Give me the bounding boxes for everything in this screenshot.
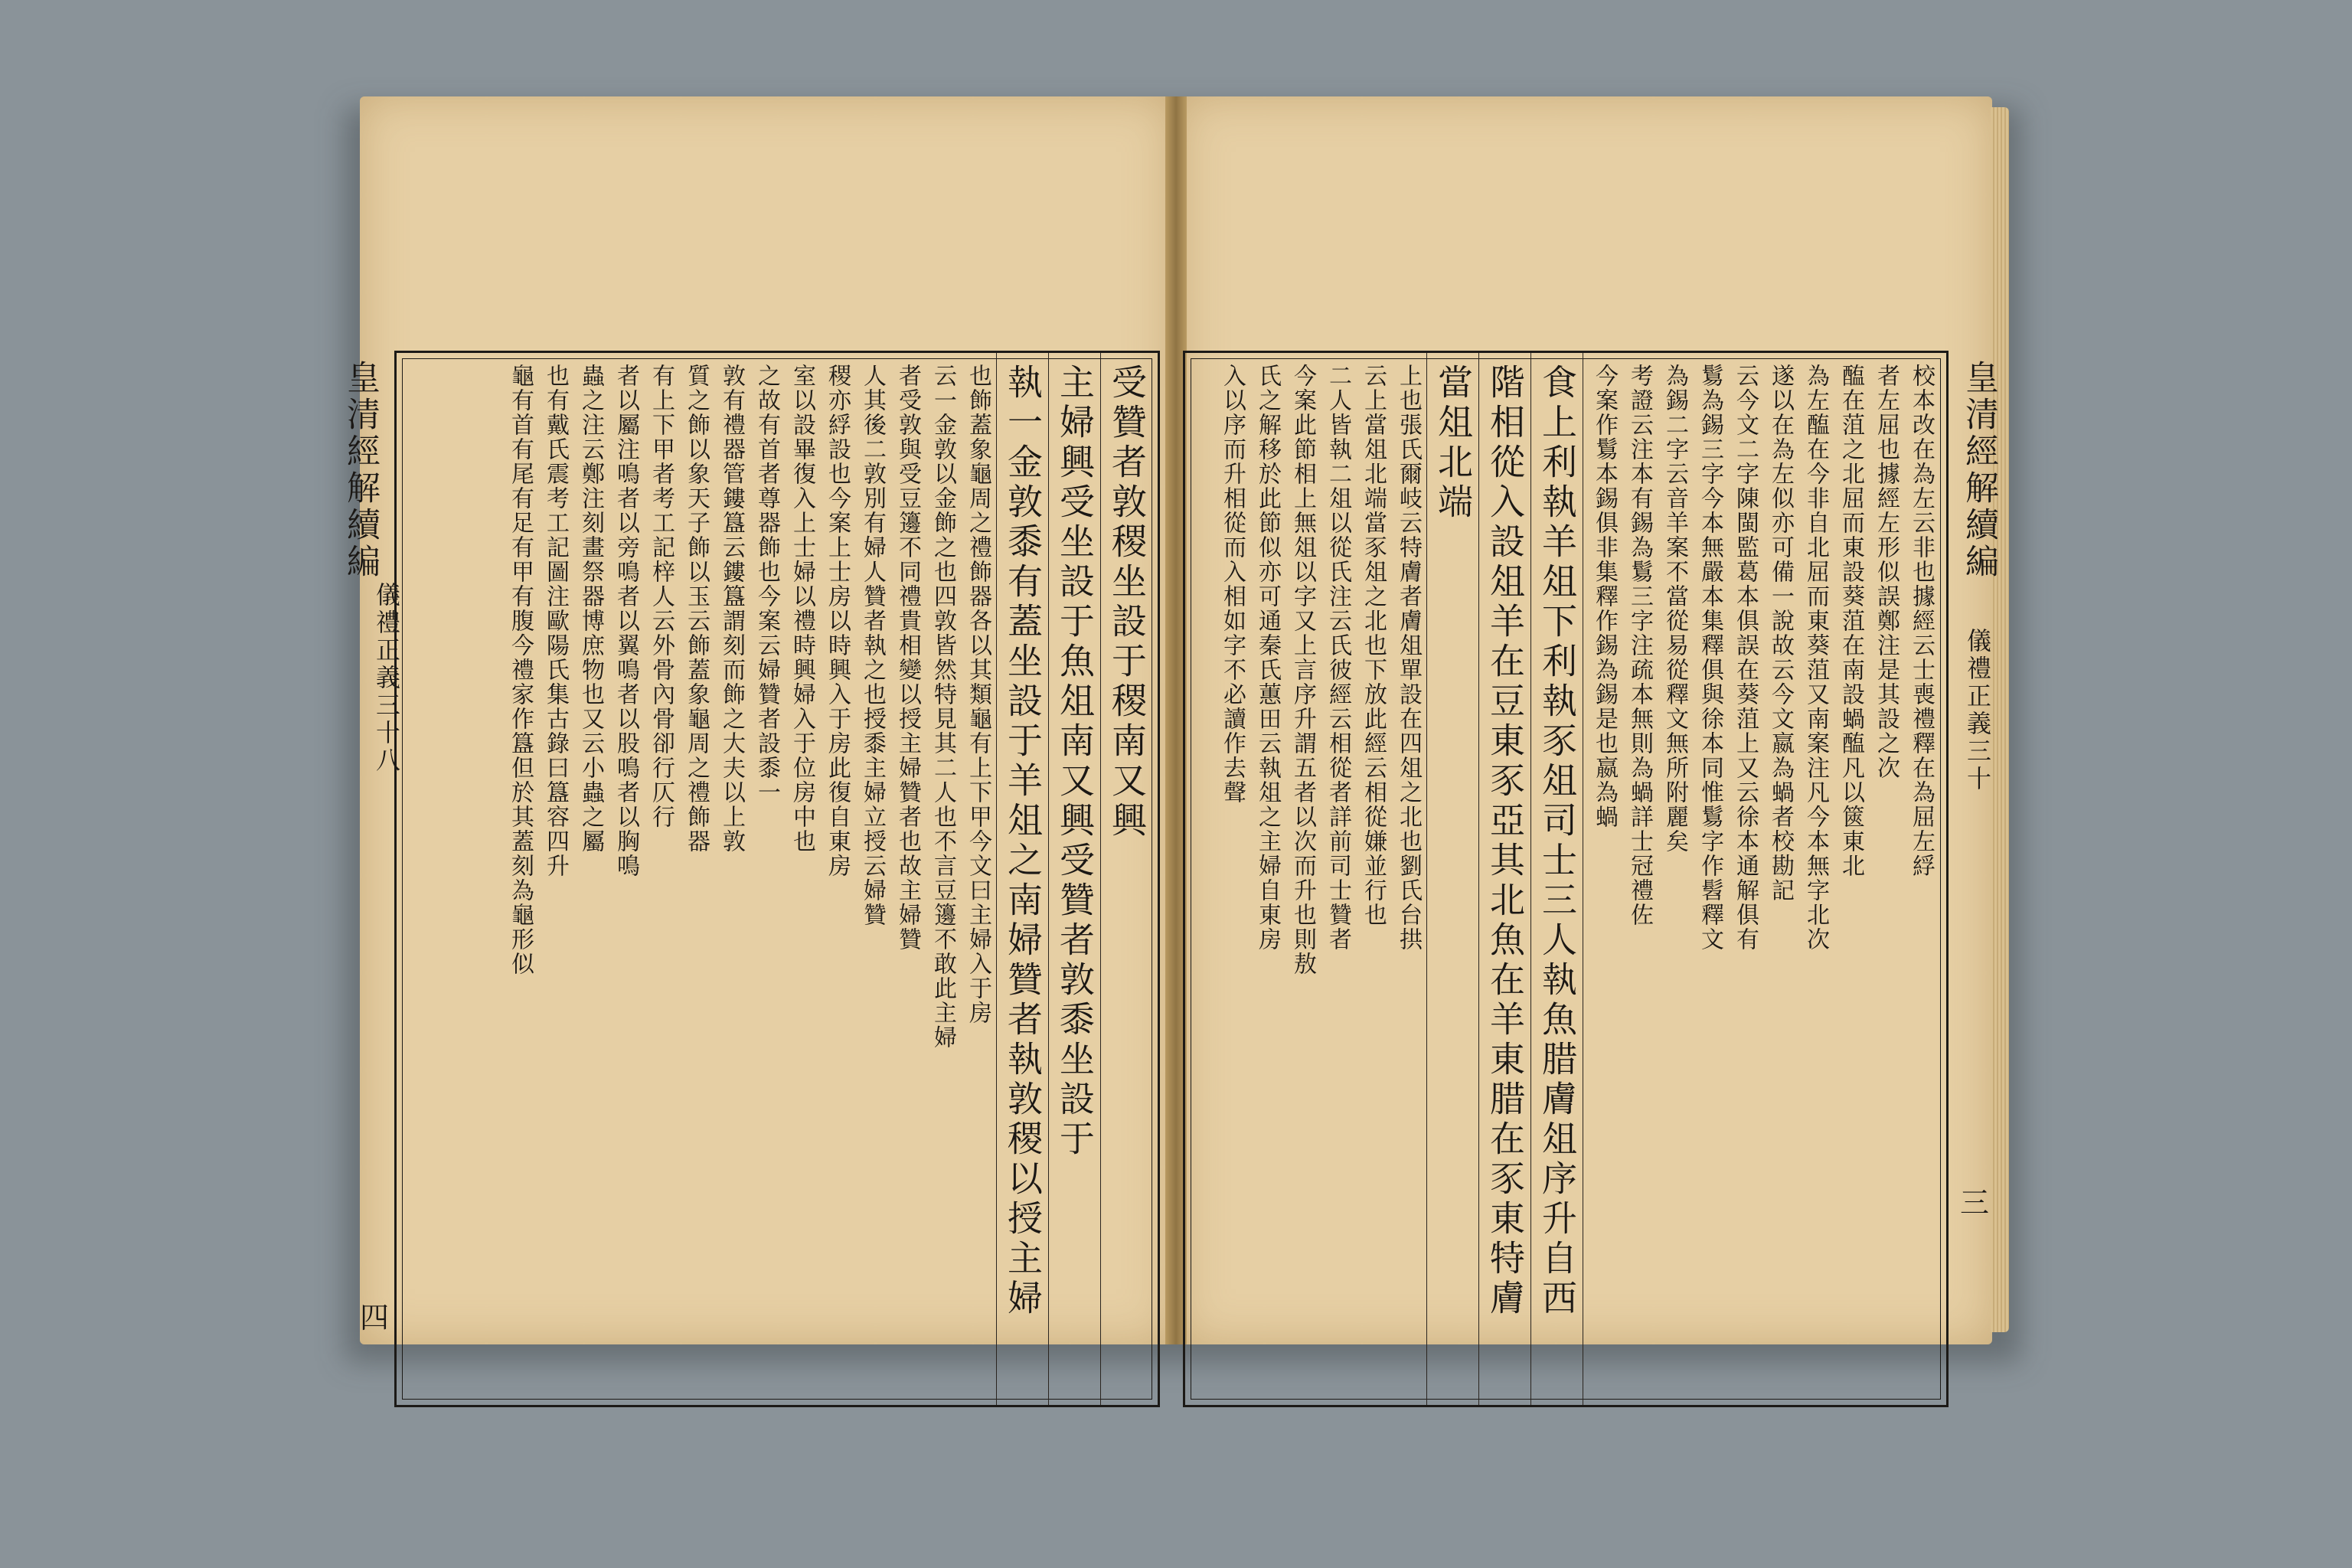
commentary-column: 氏之解移於此節似亦可通秦氏蕙田云執俎之主婦自東房 [1254, 364, 1281, 952]
commentary-column: 鬄為錫三字今本無嚴本集釋俱與徐本同惟鬄字作髫釋文 [1697, 364, 1723, 952]
commentary-column: 今案此節相上無俎以字又上言序升謂五者以次而升也則敖 [1289, 364, 1316, 976]
left-folio: 四 [360, 1301, 390, 1334]
commentary-column: 有上下甲者考工記梓人云外骨內骨卻行仄行 [648, 364, 675, 829]
commentary-column: 云上當俎北端當豕俎之北也下放此經云相從嫌並行也 [1360, 364, 1387, 927]
commentary-column: 上也張氏爾岐云特膚者膚俎單設在四俎之北也劉氏台拱 [1395, 364, 1422, 952]
commentary-column: 為左醢在今非自北屈而東葵菹又南案注凡今本無字北次 [1802, 364, 1829, 952]
commentary-column: 之故有首者尊器飾也今案云婦贊者設黍一 [753, 364, 780, 805]
commentary-column: 二人皆執二俎以從氏注云氏彼經云相從者詳前司士贊者 [1325, 364, 1351, 952]
commentary-column: 醢在菹之北屈而東設葵菹在南設蝸醢凡以篋東北 [1838, 364, 1864, 878]
commentary-column: 者左屈也據經左形似誤鄭注是其設之次 [1873, 364, 1900, 780]
text-column: 食上利執羊俎下利執豕俎司士三人執魚腊膚俎序升自西 [1537, 364, 1578, 1319]
left-margin-series-title: 皇清經解續編 [341, 360, 380, 580]
commentary-column: 人其後二敦別有婦人贊者執之也授黍主婦立授云婦贊 [859, 364, 886, 927]
commentary-column: 敦有禮器管鏤簋云鏤簋謂刻而飾之大夫以上敦 [718, 364, 745, 854]
commentary-column: 者受敦與受豆籩不同禮貴相變以授主婦贊者也故主婦贊 [894, 364, 921, 952]
commentary-column: 云今文二字陳閩監葛本俱誤在葵菹上又云徐本通解俱有 [1732, 364, 1759, 952]
right-text-frame [1183, 351, 1949, 1407]
commentary-column: 為錫二字云音羊案不當從易從釋文無所附麗矣 [1661, 364, 1688, 854]
commentary-column: 遂以在為左似亦可備一說故云今文嬴為蝸者校勘記 [1767, 364, 1794, 903]
text-column: 當俎北端 [1432, 364, 1474, 523]
commentary-column: 考證云注本有錫為鬄三字注疏本無則為蝸詳士冠禮佐 [1626, 364, 1653, 927]
left-text-frame [394, 351, 1160, 1407]
right-margin-section-title: 儀禮正義三十 [1963, 628, 1992, 793]
text-column: 受贊者敦稷坐設于稷南又興 [1106, 364, 1148, 841]
commentary-column: 室以設畢復入上士婦以禮時興婦入于位房中也 [789, 364, 815, 854]
commentary-column: 龜有首有尾有足有甲有腹今禮家作簋但於其蓋刻為龜形似 [507, 364, 534, 976]
text-column: 階相從入設俎羊在豆東豕亞其北魚在羊東腊在豕東特膚 [1485, 364, 1526, 1319]
commentary-column: 校本改在為左云非也據經云士喪禮釋在為屈左綒 [1908, 364, 1935, 878]
text-column: 主婦興受坐設于魚俎南又興受贊者敦黍坐設于 [1054, 364, 1096, 1160]
commentary-column: 也有戴氏震考工記圖注歐陽氏集古錄曰簋容四升 [542, 364, 569, 878]
text-column: 執一金敦黍有蓋坐設于羊俎之南婦贊者執敦稷以授主婦 [1002, 364, 1044, 1319]
commentary-column: 稷亦綒設也今案上士房以時興入于房此復自東房 [824, 364, 851, 878]
commentary-column: 蟲之注云鄭注刻畫祭器博庶物也又云小蟲之屬 [577, 364, 604, 854]
right-folio: 三 [1960, 1186, 1990, 1220]
right-margin-series-title: 皇清經解續編 [1959, 360, 1998, 580]
commentary-column: 入以序而升相從而入相如字不必讀作去聲 [1219, 364, 1246, 805]
left-margin-section-title: 儀禮正義三十八 [372, 582, 401, 775]
commentary-column: 今案作鬄本錫俱非集釋作錫為錫是也嬴為蝸 [1591, 364, 1618, 829]
commentary-column: 者以屬注鳴者以旁鳴者以翼鳴者以股鳴者以胸鳴 [612, 364, 639, 878]
commentary-column: 也飾蓋象龜周之禮飾器各以其類龜有上下甲今文曰主婦入于房 [965, 364, 991, 1025]
commentary-column: 質之飾以象天子飾以玉云飾蓋象龜周之禮飾器 [683, 364, 710, 854]
commentary-column: 云一金敦以金飾之也四敦皆然特見其二人也不言豆籩不敢此主婦 [929, 364, 956, 1050]
